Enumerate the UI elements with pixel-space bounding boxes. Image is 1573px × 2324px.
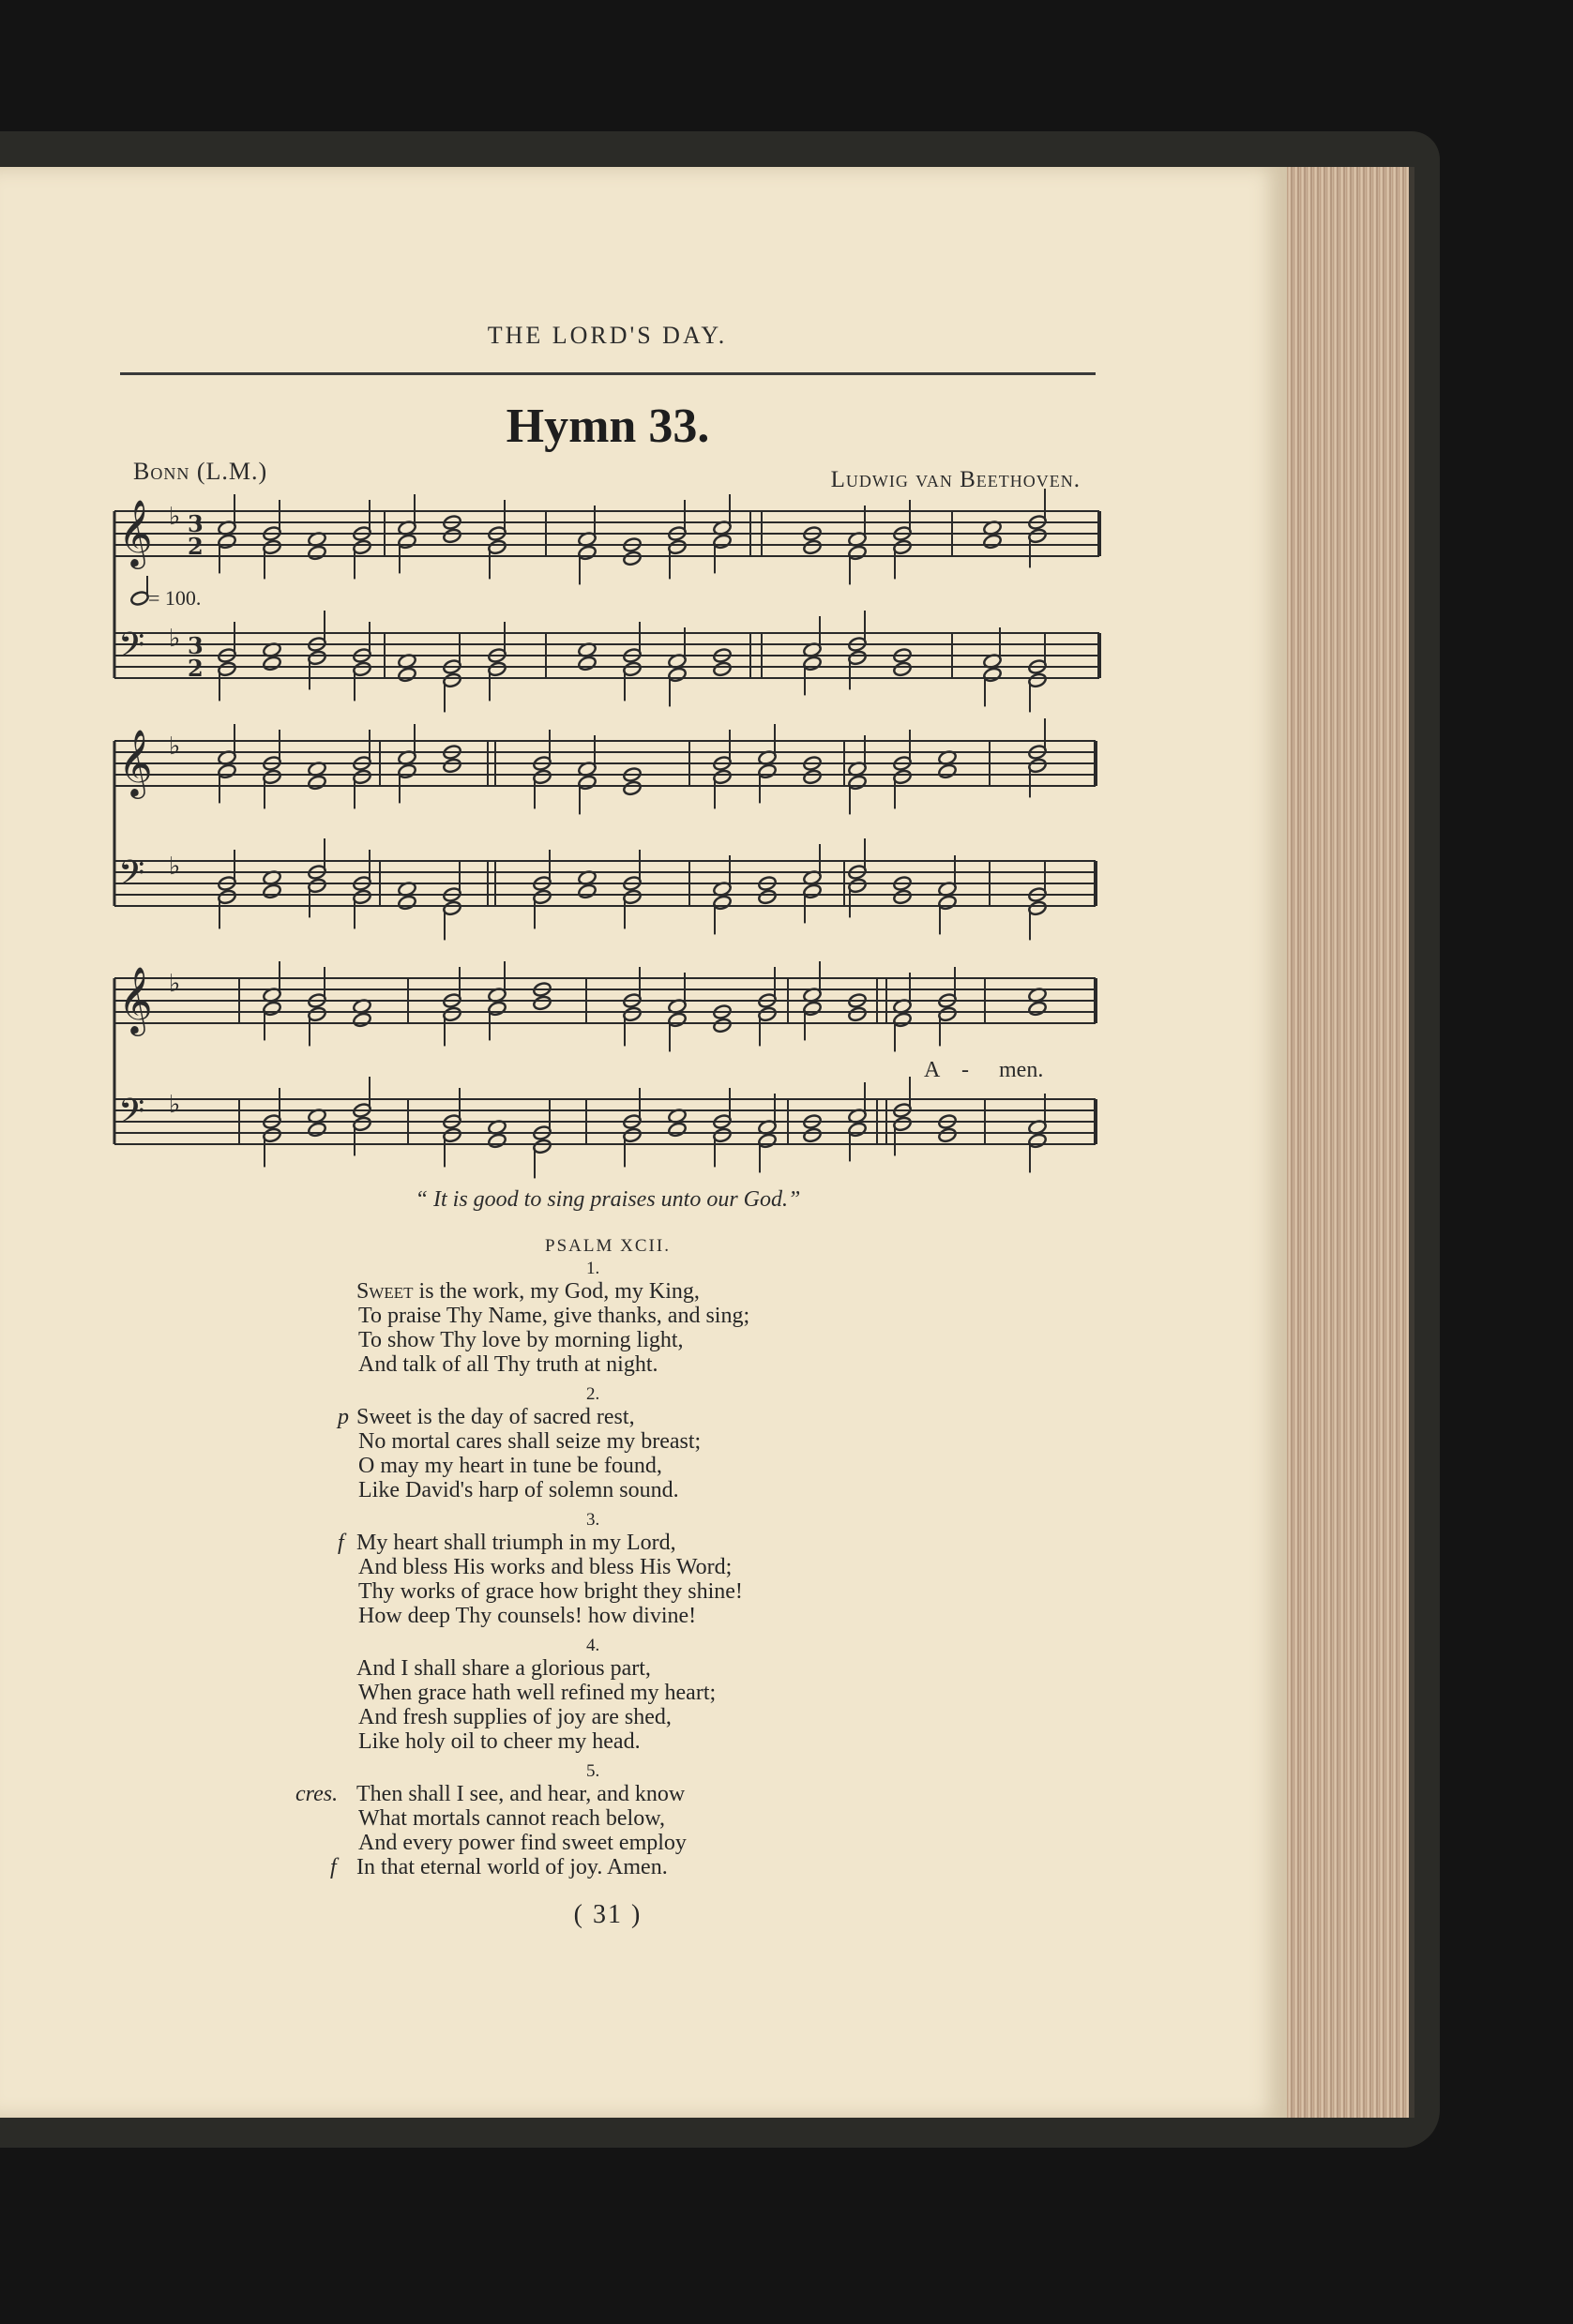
verse-line: Like holy oil to cheer my head. <box>358 1729 641 1754</box>
flat-icon: ♭ <box>169 1091 181 1119</box>
verse-line: And I shall share a glorious part, <box>356 1656 651 1681</box>
bass-clef-icon: 𝄢 <box>118 1092 145 1139</box>
tempo-half-note-icon <box>129 576 149 607</box>
bass-clef-icon: 𝄢 <box>118 853 145 901</box>
composer: Ludwig van Beethoven. <box>830 467 1081 492</box>
verse-line: And bless His works and bless His Word; <box>358 1555 733 1579</box>
note-head <box>802 769 822 785</box>
dynamic-mark: cres. <box>295 1782 339 1806</box>
verse-2 <box>356 1382 957 1502</box>
verse-line: And fresh supplies of joy are shed, <box>358 1705 672 1729</box>
verse-line: In that eternal world of joy. Amen. <box>356 1855 668 1879</box>
verse-1 <box>356 1257 957 1377</box>
note-head <box>307 545 326 561</box>
verse-line: Sweet is the day of sacred rest, <box>356 1405 635 1429</box>
verse-number: 3. <box>586 1510 600 1530</box>
tune-name: Bonn (L.M.) <box>133 458 268 485</box>
verse-line: No mortal cares shall seize my breast; <box>358 1429 702 1454</box>
note-head <box>622 551 642 566</box>
flat-icon: ♭ <box>169 503 181 531</box>
verse-line: To show Thy love by morning light, <box>358 1328 684 1352</box>
verse-line-rest: is the work, my God, my King, <box>413 1279 700 1304</box>
hymn-title: Hymn 33. <box>506 400 710 453</box>
verse-line: When grace hath well refined my heart; <box>358 1681 717 1705</box>
tempo-marking: = 100. <box>148 586 202 610</box>
note-head <box>667 1122 687 1138</box>
drop-word: Sweet <box>356 1279 414 1304</box>
flat-icon: ♭ <box>169 970 181 998</box>
time-signature: 3 <box>188 632 204 659</box>
verse-line: Thy works of grace how bright they shine! <box>358 1579 743 1604</box>
verse-line <box>356 1279 957 1304</box>
dynamic-mark: f <box>338 1531 344 1555</box>
time-signature: 2 <box>188 533 204 560</box>
treble-clef-icon: 𝄞 <box>118 965 153 1034</box>
flat-icon: ♭ <box>169 625 181 653</box>
note-head <box>847 1006 867 1022</box>
note-head <box>397 895 416 911</box>
note-head <box>532 995 552 1011</box>
verse-number: 5. <box>586 1761 600 1781</box>
note-head <box>442 758 461 774</box>
note-head <box>352 1012 371 1028</box>
note-head <box>262 656 281 672</box>
note-head <box>802 539 822 555</box>
dynamic-mark: f <box>330 1855 337 1879</box>
psalm-reference: PSALM XCII. <box>545 1236 671 1256</box>
note-head <box>982 534 1002 550</box>
verse-line: How deep Thy counsels! how divine! <box>358 1604 697 1628</box>
verse-line: And every power find sweet employ <box>358 1831 687 1855</box>
amen-syllable-a: A <box>924 1058 941 1082</box>
verse-number: 1. <box>586 1259 600 1278</box>
note-head <box>262 883 281 899</box>
time-signature: 2 <box>188 655 204 682</box>
verse-5 <box>356 1759 957 1879</box>
note-head <box>307 775 326 791</box>
flat-icon: ♭ <box>169 732 181 761</box>
note-head <box>757 889 777 905</box>
note-head <box>1027 1001 1047 1017</box>
note-head <box>397 667 416 683</box>
dynamic-mark: p <box>338 1405 349 1429</box>
flat-icon: ♭ <box>169 853 181 881</box>
verse-line: Then shall I see, and hear, and know <box>356 1782 686 1806</box>
verse-line: To praise Thy Name, give thanks, and sing; <box>358 1304 750 1328</box>
note-head <box>442 528 461 544</box>
note-head <box>892 889 912 905</box>
verse-line: O may my heart in tune be found, <box>358 1454 662 1478</box>
verse-3 <box>356 1508 957 1628</box>
verse-line: What mortals cannot reach below, <box>358 1806 665 1831</box>
verse-line: And talk of all Thy truth at night. <box>358 1352 658 1377</box>
note-head <box>892 661 912 677</box>
amen-syllable-dash: - <box>961 1058 969 1082</box>
note-head <box>937 1127 957 1143</box>
note-head <box>487 1133 507 1149</box>
note-head <box>577 656 597 672</box>
note-head <box>712 1018 732 1034</box>
time-signature: 3 <box>188 510 204 537</box>
running-head: THE LORD'S DAY. <box>487 322 728 349</box>
note-head <box>937 763 957 779</box>
scripture-quote: “ It is good to sing praises unto our God.” <box>415 1187 801 1212</box>
note-head <box>712 661 732 677</box>
verse-4 <box>356 1634 957 1754</box>
verse-number: 4. <box>586 1636 600 1655</box>
treble-clef-icon: 𝄞 <box>118 498 153 566</box>
note-head <box>622 780 642 796</box>
note-head <box>307 1122 326 1138</box>
verse-line: My heart shall triumph in my Lord, <box>356 1531 676 1555</box>
page-number: ( 31 ) <box>573 1900 643 1929</box>
verse-number: 2. <box>586 1384 600 1404</box>
verse-line: Like David's harp of solemn sound. <box>358 1478 679 1502</box>
note-head <box>577 883 597 899</box>
bass-clef-icon: 𝄢 <box>118 626 145 673</box>
amen-syllable-men: men. <box>999 1058 1044 1082</box>
note-head <box>802 1127 822 1143</box>
treble-clef-icon: 𝄞 <box>118 728 153 796</box>
